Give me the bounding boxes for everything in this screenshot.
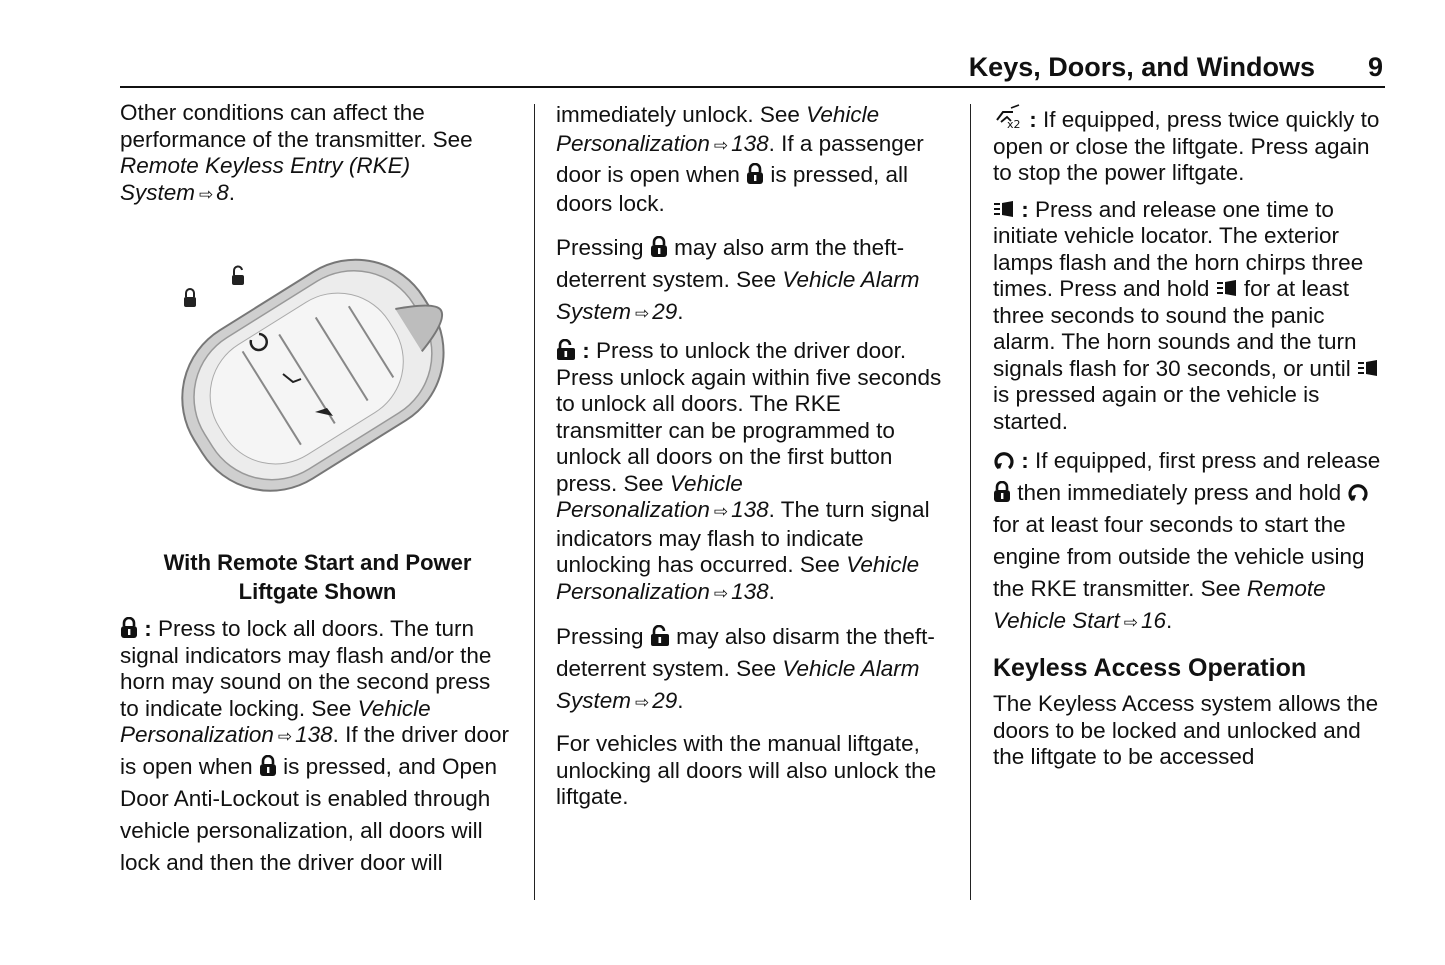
vehicle-locator-paragraph: : Press and release one time to initiate vehicle locator. The exterior lamps flash and the horn chirps three times. Press and hold for at least three seconds to sound the panic alarm. The horn sounds and the turn signals flash for 30 seconds, or until is pressed again or the vehicle is started. (993, 197, 1388, 436)
page-arrow-icon: ⇨ (713, 136, 729, 155)
lock-icon (746, 163, 764, 185)
paragraph: Pressing may also disarm the theft-deterrent system. See Vehicle Alarm System ⇨ 29. (556, 624, 935, 713)
lock-paragraph: : Press to lock all doors. The turn signal indicators may flash and/or the horn may sound on the second press to indicate locking. See Vehicle Personalization ⇨ 138. If the driver door is open when is pressed, and Open Door Anti-Lockout is enabled through vehicle personalization, all doors will lock and then the driver door will (120, 616, 509, 875)
remote-start-icon (1347, 481, 1369, 503)
page-arrow-icon: ⇨ (713, 502, 729, 521)
key-fob-illustration (120, 230, 515, 530)
lock-icon (650, 236, 668, 258)
cross-reference[interactable]: Vehicle Personalization (120, 695, 431, 747)
cross-reference[interactable]: Remote Vehicle Start (993, 576, 1326, 633)
key-fob-image (120, 230, 515, 530)
cross-reference[interactable]: Remote Keyless Entry (RKE) System (120, 153, 411, 205)
paragraph: Other conditions can affect the performance of the transmitter. See Remote Keyless Entry (RKE) System ⇨ 8. (120, 100, 473, 205)
paragraph: The Keyless Access system allows the doors to be locked and unlocked and the liftgate to be accessed (993, 691, 1379, 769)
page-arrow-icon: ⇨ (713, 583, 729, 603)
column-3 (993, 104, 1388, 771)
paragraph: For vehicles with the manual liftgate, unlocking all doors will also unlock the liftgate. (556, 731, 937, 809)
vehicle-locator-icon (1357, 359, 1379, 379)
page-arrow-icon: ⇨ (199, 184, 214, 204)
unlock-icon (556, 339, 576, 361)
section-heading: Keyless Access Operation (993, 654, 1307, 682)
column-1 (120, 100, 515, 879)
cross-reference[interactable]: Vehicle Alarm System (556, 656, 920, 713)
page-number: 9 (1367, 52, 1383, 82)
column-divider-2 (970, 104, 971, 900)
remote-start-icon (993, 449, 1015, 471)
cross-reference[interactable]: Vehicle Personalization (556, 552, 920, 604)
lock-icon (120, 617, 138, 639)
figure-caption: With Remote Start and Power Liftgate Shown (163, 550, 472, 604)
cross-reference[interactable]: Vehicle Personalization (556, 470, 743, 522)
lock-icon (993, 481, 1011, 503)
unlock-paragraph: : Press to unlock the driver door. Press unlock again within five seconds to unlock all doors. The RKE transmitter can be programmed to unlock all doors on the first button press. See Vehicle Personalization ⇨ 138. The turn signal indicators may flash to indicate unlocking has occurred. See Vehicle Personalization ⇨ 138. (556, 338, 942, 604)
lock-icon (259, 755, 277, 777)
paragraph: Pressing may also arm the theft-deterrent system. See Vehicle Alarm System ⇨ 29. (556, 235, 920, 324)
section-title: Keys, Doors, and Windows (968, 52, 1315, 82)
paragraph: immediately unlock. See Vehicle Personalization ⇨ 138. If a passenger door is open when is pressed, all doors lock. (556, 102, 924, 216)
cross-reference[interactable]: Vehicle Alarm System (556, 267, 920, 324)
column-2 (556, 100, 951, 811)
vehicle-locator-icon (993, 200, 1015, 220)
liftgate-icon (993, 104, 1023, 130)
svg-text:x2: x2 (1007, 118, 1021, 130)
column-divider-1 (534, 104, 535, 900)
unlock-icon (650, 625, 670, 647)
remote-start-paragraph: : If equipped, first press and release then immediately press and hold for at least four seconds to start the engine from outside the vehicle using the RKE transmitter. See Remote Vehicle Start ⇨ 16. (993, 448, 1381, 633)
page-header (120, 52, 1385, 88)
page-arrow-icon: ⇨ (1123, 613, 1138, 632)
cross-reference[interactable]: Vehicle Personalization (556, 102, 880, 156)
liftgate-paragraph: x2 : If equipped, press twice quickly to open or close the liftgate. Press again to stop the power liftgate. (993, 104, 1388, 187)
page-arrow-icon: ⇨ (635, 693, 650, 712)
page-arrow-icon: ⇨ (277, 727, 293, 746)
vehicle-locator-icon (1216, 279, 1238, 299)
page-arrow-icon: ⇨ (635, 304, 650, 323)
